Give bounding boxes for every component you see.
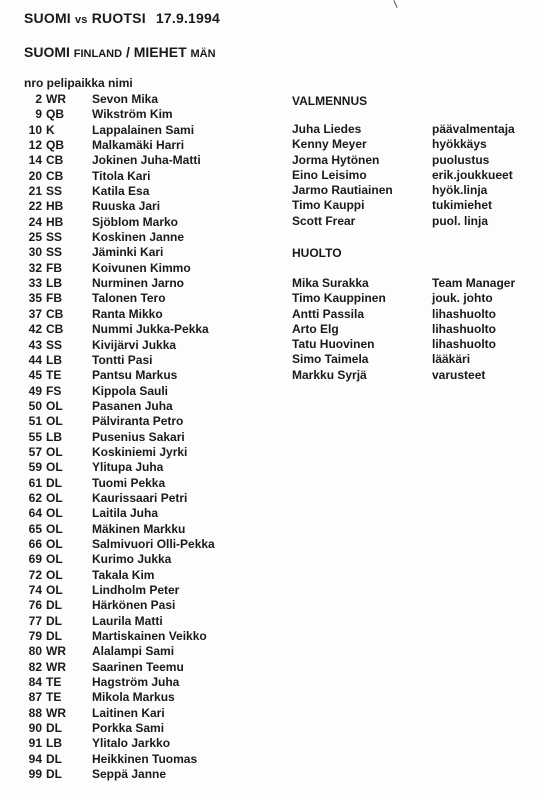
team-name: SUOMI (24, 44, 70, 60)
roster-row (24, 169, 254, 184)
title-vs: vs (74, 14, 88, 26)
staff-role: Team Manager (432, 276, 516, 290)
staff-name: Timo Kauppi (292, 198, 365, 213)
player-position: OL (46, 414, 63, 429)
player-number: 35 (28, 291, 42, 306)
roster-row (24, 583, 254, 598)
staff-role: puolustus (432, 152, 490, 167)
staff-role: lihashuolto (432, 306, 496, 321)
player-position: OL (46, 552, 63, 567)
roster-row (24, 767, 254, 782)
roster-row (24, 430, 254, 445)
roster-row (24, 138, 254, 153)
roster-row (24, 153, 254, 168)
roster-row (24, 215, 254, 230)
player-name: Nurminen Jarno (92, 276, 185, 291)
player-number: 50 (28, 398, 42, 413)
support-list (292, 276, 542, 383)
player-position: CB (46, 322, 64, 337)
player-position: DL (46, 629, 62, 644)
player-name: Nummi Jukka-Pekka (92, 322, 209, 337)
player-name: Koivunen Kimmo (92, 260, 191, 275)
player-name: Pusenius Sakari (92, 429, 185, 444)
player-name: Titola Kari (92, 168, 151, 183)
player-number: 44 (28, 352, 42, 367)
player-number: 20 (28, 168, 42, 183)
player-position: LB (46, 736, 62, 751)
roster-row (24, 276, 254, 291)
player-position: DL (46, 767, 62, 782)
player-name: Laurila Matti (92, 613, 163, 628)
support-row (292, 322, 542, 337)
player-name: Koskiniemi Jyrki (92, 444, 188, 459)
player-position: DL (46, 598, 62, 613)
player-name: Härkönen Pasi (92, 598, 176, 613)
roster-row (24, 368, 254, 383)
player-number: 87 (28, 690, 42, 705)
player-number: 45 (28, 368, 42, 383)
staff-role: jouk. johto (432, 291, 493, 306)
roster-row (24, 307, 254, 322)
staff-role: lihashuolto (432, 337, 496, 352)
roster-row (24, 399, 254, 414)
player-position: OL (46, 583, 63, 597)
roster-header: nro pelipaikka nimi (24, 76, 133, 90)
player-name: Malkamäki Harri (92, 138, 185, 153)
player-position: OL (46, 398, 63, 413)
player-number: 21 (28, 184, 42, 199)
roster-row (24, 338, 254, 353)
staff-role: tukimiehet (432, 198, 493, 213)
player-number: 76 (28, 598, 42, 613)
player-name: Hagström Juha (92, 675, 180, 690)
player-name: Wikström Kim (92, 107, 173, 122)
player-name: Pasanen Juha (92, 398, 173, 413)
player-number: 42 (28, 322, 42, 337)
player-name: Laitinen Kari (92, 705, 165, 720)
roster-row (24, 92, 254, 107)
player-number: 49 (28, 383, 42, 398)
staff-role: päävalmentaja (432, 122, 515, 136)
player-number: 10 (28, 122, 42, 137)
player-position: OL (46, 444, 63, 459)
roster-row (24, 384, 254, 399)
player-number: 9 (35, 107, 42, 122)
player-position: K (46, 122, 55, 137)
staff-role: hyökkäys (432, 137, 487, 152)
player-number: 64 (28, 506, 42, 521)
staff-role: hyök.linja (432, 183, 488, 198)
player-position: QB (46, 107, 64, 122)
player-number: 22 (28, 199, 42, 214)
staff-name: Antti Passila (292, 306, 365, 321)
player-name: Talonen Tero (92, 291, 166, 306)
player-number: 14 (28, 153, 42, 168)
player-name: Martiskainen Veikko (92, 629, 207, 644)
player-number: 90 (28, 721, 42, 736)
player-name: Ruuska Jari (92, 199, 161, 214)
player-name: Sjöblom Marko (92, 214, 179, 229)
player-number: 25 (28, 230, 42, 245)
roster-row (24, 598, 254, 613)
staff-role: puol. linja (432, 213, 488, 228)
player-position: DL (46, 751, 62, 766)
player-position: HB (46, 199, 64, 214)
coaching-row (292, 153, 542, 168)
player-number: 61 (28, 475, 42, 490)
player-name: Takala Kim (92, 567, 155, 582)
roster-row (24, 629, 254, 644)
title-date: 17.9.1994 (155, 10, 220, 26)
coaching-row (292, 168, 542, 183)
player-name: Sevon Mika (92, 92, 159, 106)
roster-row (24, 568, 254, 583)
roster-row (24, 644, 254, 659)
player-number: 94 (28, 751, 42, 766)
player-position: DL (46, 475, 62, 490)
player-position: WR (46, 644, 66, 659)
player-position: CB (46, 306, 64, 321)
staff-name: Tatu Huovinen (292, 337, 375, 352)
player-number: 66 (28, 536, 42, 551)
player-position: HB (46, 214, 64, 229)
coaching-row (292, 214, 542, 229)
roster-row (24, 614, 254, 629)
staff-role: erik.joukkueet (432, 167, 513, 182)
player-position: FB (46, 291, 62, 306)
staff-name: Simo Taimela (292, 352, 369, 367)
player-number: 65 (28, 521, 42, 536)
player-number: 30 (28, 245, 42, 260)
staff-role: lihashuolto (432, 321, 496, 336)
roster-row (24, 199, 254, 214)
player-number: 33 (28, 276, 42, 291)
roster-row (24, 414, 254, 429)
player-position: TE (46, 690, 62, 705)
player-name: Jäminki Kari (92, 245, 164, 260)
player-number: 77 (28, 613, 42, 628)
player-number: 32 (28, 260, 42, 275)
roster-row (24, 230, 254, 245)
roster-list (24, 92, 254, 782)
roster-row (24, 537, 254, 552)
team-men: MIEHET (133, 44, 187, 60)
roster-row (24, 245, 254, 260)
coaching-row (292, 183, 542, 198)
coaching-row (292, 198, 542, 213)
player-position: OL (46, 506, 63, 521)
staff-role: lääkäri (432, 352, 471, 367)
document-title (24, 10, 220, 26)
support-title: HUOLTO (292, 246, 342, 260)
player-position: CB (46, 168, 64, 183)
staff-name: Juha Liedes (292, 122, 362, 136)
player-position: DL (46, 721, 62, 736)
player-number: 72 (28, 567, 42, 582)
player-name: Koskinen Janne (92, 230, 185, 245)
coaching-title: VALMENNUS (292, 94, 368, 108)
player-position: SS (46, 230, 63, 245)
roster-row (24, 706, 254, 721)
player-position: LB (46, 276, 62, 291)
team-heading (24, 44, 216, 60)
roster-row (24, 476, 254, 491)
player-name: Ranta Mikko (92, 306, 163, 321)
player-number: 59 (28, 460, 42, 475)
player-number: 99 (28, 767, 42, 782)
player-position: WR (46, 659, 66, 674)
player-name: Heikkinen Tuomas (92, 751, 198, 766)
staff-name: Jarmo Rautiainen (292, 183, 393, 198)
team-man: MÄN (190, 48, 216, 60)
coaching-list (292, 122, 542, 229)
player-number: 74 (28, 583, 42, 597)
player-position: LB (46, 352, 62, 367)
player-position: LB (46, 429, 62, 444)
roster-row (24, 736, 254, 751)
player-number: 69 (28, 552, 42, 567)
player-name: Alalampi Sami (92, 644, 175, 659)
staff-name: Markku Syrjä (292, 367, 367, 382)
player-name: Seppä Janne (92, 767, 167, 782)
roster-row (24, 675, 254, 690)
player-name: Laitila Juha (92, 506, 159, 521)
player-number: 55 (28, 429, 42, 444)
roster-row (24, 291, 254, 306)
player-position: FS (46, 383, 62, 398)
player-name: Pälviranta Petro (92, 414, 184, 429)
player-position: QB (46, 138, 64, 153)
player-number: 82 (28, 659, 42, 674)
player-number: 79 (28, 629, 42, 644)
roster-row (24, 261, 254, 276)
player-number: 84 (28, 675, 42, 690)
roster-row (24, 353, 254, 368)
player-name: Saarinen Teemu (92, 659, 184, 674)
roster-row (24, 552, 254, 567)
player-name: Kivijärvi Jukka (92, 337, 177, 352)
player-number: 91 (28, 736, 42, 751)
player-number: 57 (28, 444, 42, 459)
roster-row (24, 721, 254, 736)
player-position: TE (46, 675, 62, 690)
player-position: WR (46, 705, 66, 720)
roster-row (24, 690, 254, 705)
player-position: DL (46, 613, 62, 628)
player-name: Porkka Sami (92, 721, 165, 736)
coaching-row (292, 137, 542, 152)
roster-row (24, 445, 254, 460)
player-name: Mäkinen Markku (92, 521, 186, 536)
staff-name: Mika Surakka (292, 276, 369, 290)
support-row (292, 276, 542, 291)
player-position: OL (46, 536, 63, 551)
player-name: Pantsu Markus (92, 368, 178, 383)
player-number: 43 (28, 337, 42, 352)
player-name: Tontti Pasi (92, 352, 153, 367)
player-position: FB (46, 260, 62, 275)
player-number: 51 (28, 414, 42, 429)
support-row (292, 368, 542, 383)
title-opponent: RUOTSI (91, 10, 146, 26)
player-name: Kurimo Jukka (92, 552, 172, 567)
player-name: Kaurissaari Petri (92, 490, 188, 505)
player-number: 80 (28, 644, 42, 659)
player-number: 62 (28, 490, 42, 505)
scan-mark (393, 0, 397, 8)
team-name-fi: FINLAND (73, 48, 123, 60)
team-separator: / (125, 44, 130, 60)
coaching-row (292, 122, 542, 137)
staff-name: Scott Frear (292, 213, 356, 228)
player-position: OL (46, 460, 63, 475)
roster-row (24, 322, 254, 337)
player-name: Jokinen Juha-Matti (92, 153, 201, 168)
roster-row (24, 506, 254, 521)
roster-row (24, 522, 254, 537)
roster-row (24, 123, 254, 138)
player-number: 2 (35, 92, 42, 106)
player-name: Lappalainen Sami (92, 122, 195, 137)
player-name: Katila Esa (92, 184, 150, 199)
player-name: Kippola Sauli (92, 383, 169, 398)
player-number: 37 (28, 306, 42, 321)
player-name: Salmivuori Olli-Pekka (92, 536, 215, 551)
title-team: SUOMI (24, 10, 71, 26)
player-position: OL (46, 490, 63, 505)
roster-row (24, 184, 254, 199)
support-row (292, 291, 542, 306)
player-number: 88 (28, 705, 42, 720)
player-name: Ylitalo Jarkko (92, 736, 171, 751)
staff-role: varusteet (432, 367, 486, 382)
player-name: Ylitupa Juha (92, 460, 164, 475)
staff-name: Timo Kauppinen (292, 291, 386, 306)
player-position: SS (46, 337, 63, 352)
player-position: CB (46, 153, 64, 168)
support-row (292, 337, 542, 352)
player-number: 12 (28, 138, 42, 153)
player-name: Mikola Markus (92, 690, 175, 705)
player-name: Lindholm Peter (92, 583, 180, 597)
staff-name: Eino Leisimo (292, 167, 367, 182)
roster-row (24, 752, 254, 767)
player-position: SS (46, 184, 63, 199)
support-row (292, 352, 542, 367)
player-position: SS (46, 245, 63, 260)
player-position: WR (46, 92, 66, 106)
player-position: OL (46, 567, 63, 582)
player-number: 24 (28, 214, 42, 229)
roster-row (24, 107, 254, 122)
player-name: Tuomi Pekka (92, 475, 166, 490)
roster-row (24, 460, 254, 475)
staff-name: Kenny Meyer (292, 137, 367, 152)
roster-row (24, 660, 254, 675)
support-row (292, 307, 542, 322)
player-position: OL (46, 521, 63, 536)
roster-row (24, 491, 254, 506)
staff-name: Arto Elg (292, 321, 339, 336)
player-position: TE (46, 368, 62, 383)
staff-name: Jorma Hytönen (292, 152, 380, 167)
